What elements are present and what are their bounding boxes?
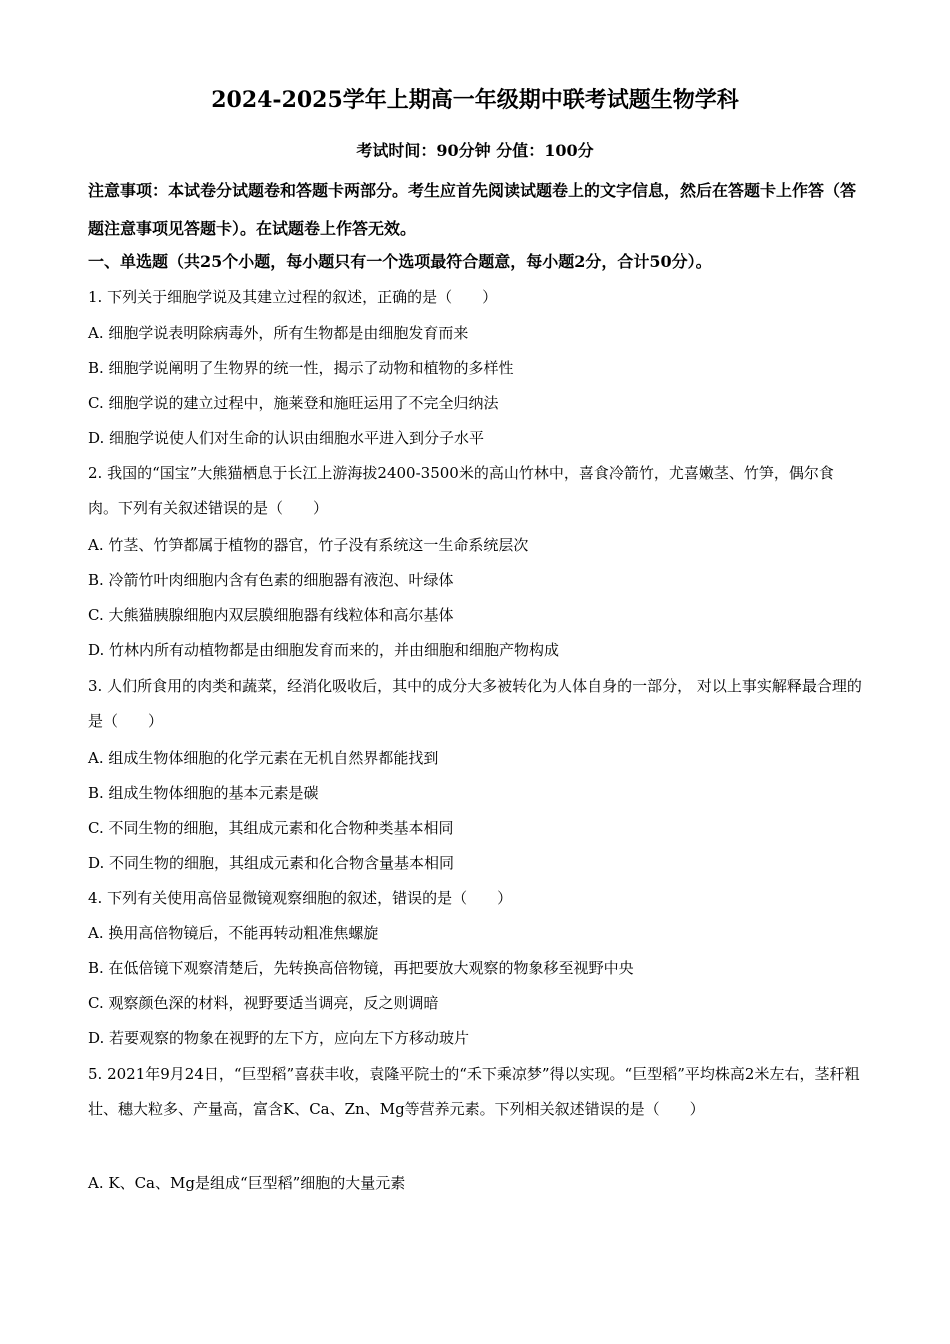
question-3-option-c: C. 不同生物的细胞，其组成元素和化合物种类基本相同: [88, 819, 454, 837]
question-4-option-b: B. 在低倍镜下观察清楚后，先转换高倍物镜，再把要放大观察的物象移至视野中央: [88, 959, 634, 977]
question-1-stem: 1. 下列关于细胞学说及其建立过程的叙述，正确的是（ ）: [88, 288, 498, 306]
question-4-option-c: C. 观察颜色深的材料，视野要适当调亮，反之则调暗: [88, 994, 439, 1012]
question-4-option-a: A. 换用高倍物镜后，不能再转动粗准焦螺旋: [88, 924, 379, 942]
question-5-stem: 5. 2021年9月24日，“巨型稻”喜获丰收，袁隆平院士的“禾下乘凉梦”得以实现。“巨型稻”平均株高2米左右，茎秆粗壮、穗大粒多、产量高，富含K、Ca、Zn、Mg等营养元素。下列相关叙述错误的是（ ）: [88, 1065, 860, 1118]
question-3-option-b: B. 组成生物体细胞的基本元素是碳: [88, 784, 319, 802]
question-4-option-d: D. 若要观察的物象在视野的左下方，应向左下方移动玻片: [88, 1029, 470, 1047]
question-2-option-b: B. 冷箭竹叶肉细胞内含有色素的细胞器有液泡、叶绿体: [88, 571, 454, 589]
question-2-option-c: C. 大熊猫胰腺细胞内双层膜细胞器有线粒体和高尔基体: [88, 606, 454, 624]
exam-title: 2024-2025学年上期高一年级期中联考试题生物学科: [211, 87, 739, 113]
question-3-option-a: A. 组成生物体细胞的化学元素在无机自然界都能找到: [88, 749, 439, 767]
question-2-option-d: D. 竹林内所有动植物都是由细胞发育而来的，并由细胞和细胞产物构成: [88, 641, 560, 659]
question-3-option-d: D. 不同生物的细胞，其组成元素和化合物含量基本相同: [88, 854, 455, 872]
question-1-option-d: D. 细胞学说使人们对生命的认识由细胞水平进入到分子水平: [88, 429, 485, 447]
question-1-option-c: C. 细胞学说的建立过程中，施莱登和施旺运用了不完全归纳法: [88, 394, 499, 412]
exam-meta: 考试时间：90分钟 分值：100分: [356, 141, 594, 160]
section-title: 一、单选题（共25个小题，每小题只有一个选项最符合题意，每小题2分，合计50分）。: [88, 252, 712, 271]
question-5-option-a: A. K、Ca、Mg是组成“巨型稻”细胞的大量元素: [88, 1174, 406, 1192]
exam-notice: 注意事项：本试卷分试题卷和答题卡两部分。考生应首先阅读试题卷上的文字信息，然后在答题卡上作答（答题注意事项见答题卡）。在试题卷上作答无效。: [88, 181, 857, 238]
question-2-option-a: A. 竹茎、竹笋都属于植物的器官，竹子没有系统这一生命系统层次: [88, 536, 529, 554]
question-2-stem: 2. 我国的“国宝”大熊猫栖息于长江上游海拔2400-3500米的高山竹林中，喜食冷箭竹，尤喜嫩茎、竹笋，偶尔食肉。下列有关叙述错误的是（ ）: [88, 464, 834, 517]
question-3-stem: 3. 人们所食用的肉类和蔬菜，经消化吸收后，其中的成分大多被转化为人体自身的一部分， 对以上事实解释最合理的是（ ）: [88, 677, 862, 730]
question-4-stem: 4. 下列有关使用高倍显微镜观察细胞的叙述，错误的是（ ）: [88, 889, 513, 907]
question-1-option-a: A. 细胞学说表明除病毒外，所有生物都是由细胞发育而来: [88, 324, 469, 342]
question-1-option-b: B. 细胞学说阐明了生物界的统一性，揭示了动物和植物的多样性: [88, 359, 514, 377]
